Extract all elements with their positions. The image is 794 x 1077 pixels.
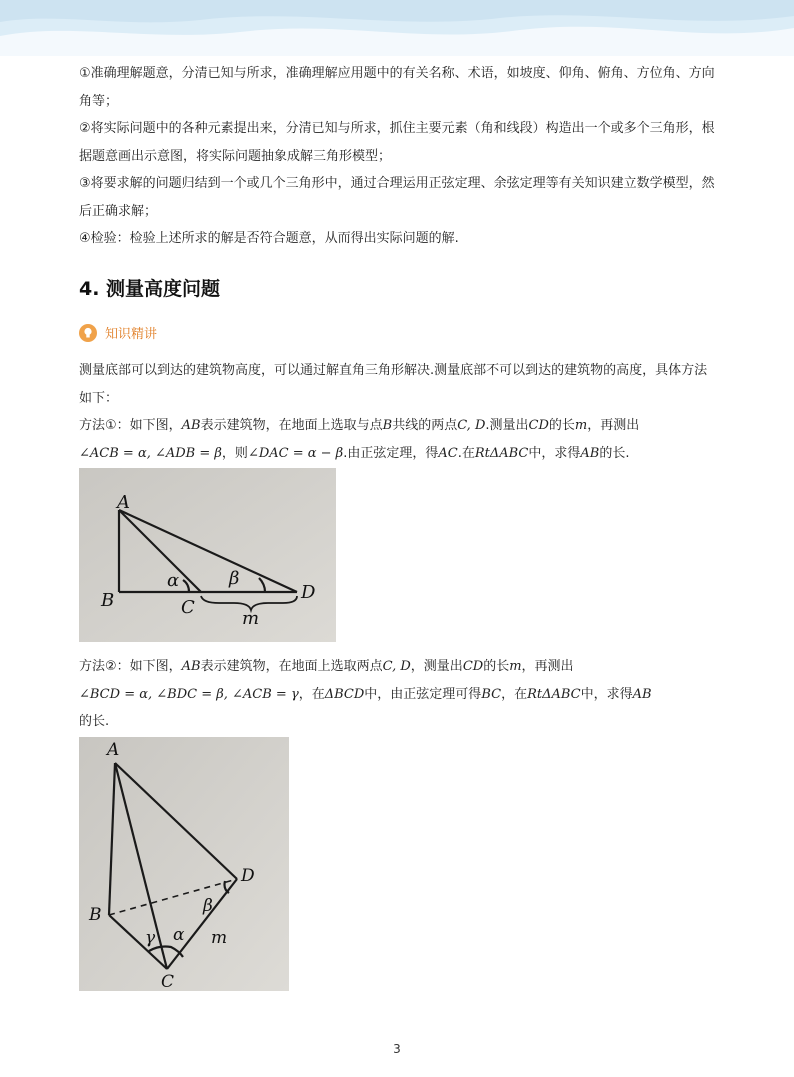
intro-paragraph: 测量底部可以到达的建筑物高度，可以通过解直角三角形解决.测量底部不可以到达的建筑物的高度，具体方法如下： — [79, 363, 708, 406]
figure-2-diagram — [79, 737, 289, 991]
fig1-label-m: m — [242, 608, 260, 629]
tip-label: 知识精讲 — [105, 327, 158, 342]
figure-1-photo — [79, 468, 336, 642]
figure-2-photo — [79, 737, 289, 991]
fig2-label-D: D — [241, 866, 255, 886]
step-1: ①准确理解题意，分清已知与所求，准确理解应用题中的有关名称、术语，如坡度、仰角、俯角、方位角、方向角等； — [79, 66, 715, 109]
fig2-label-C: C — [161, 972, 175, 991]
method-2-text: 方法②：如下图，AB表示建筑物，在地面上选取两点C, D，测量出CD的长m，再测出 ∠BCD = α, ∠BDC = β, ∠ACB = γ，在ΔBCD中，由正弦定理可得BC，在RtΔABC中，求得AB 的长. — [79, 659, 652, 729]
fig2-label-B: B — [89, 905, 102, 925]
fig1-label-B: B — [101, 590, 115, 611]
fig2-label-alpha: α — [173, 925, 185, 945]
knowledge-tip — [79, 323, 157, 342]
fig1-label-beta: β — [229, 568, 240, 589]
fig1-label-alpha: α — [167, 570, 180, 591]
fig2-label-m: m — [211, 928, 228, 948]
fig1-label-D: D — [301, 582, 316, 603]
header-wave-decoration — [0, 0, 794, 56]
steps-list — [79, 60, 719, 253]
fig1-label-C: C — [181, 597, 195, 618]
fig2-label-gamma: γ — [145, 928, 156, 948]
fig1-label-A: A — [117, 492, 130, 513]
fig2-label-A: A — [107, 740, 120, 760]
step-4: ④检验：检验上述所求的解是否符合题意，从而得出实际问题的解. — [79, 231, 459, 246]
step-3: ③将要求解的问题归结到一个或几个三角形中，通过合理运用正弦定理、余弦定理等有关知识建立数学模型，然后正确求解； — [79, 176, 715, 219]
lightbulb-icon — [79, 324, 97, 342]
method-1-text: 方法①：如下图，AB表示建筑物，在地面上选取与点B共线的两点C, D.测量出CD的长m，再测出 ∠ACB = α, ∠ADB = β，则∠DAC = α − β.由正弦定理，得AC.在RtΔABC中，求得AB的长. — [79, 418, 640, 461]
page-number: 3 — [393, 1042, 401, 1056]
figure-1-diagram — [79, 468, 336, 642]
step-2: ②将实际问题中的各种元素提出来，分清已知与所求，抓住主要元素（角和线段）构造出一个或多个三角形，根据题意画出示意图，将实际问题抽象成解三角形模型； — [79, 121, 715, 164]
section-title: 4. 测量高度问题 — [79, 278, 221, 300]
fig2-label-beta: β — [203, 896, 213, 916]
